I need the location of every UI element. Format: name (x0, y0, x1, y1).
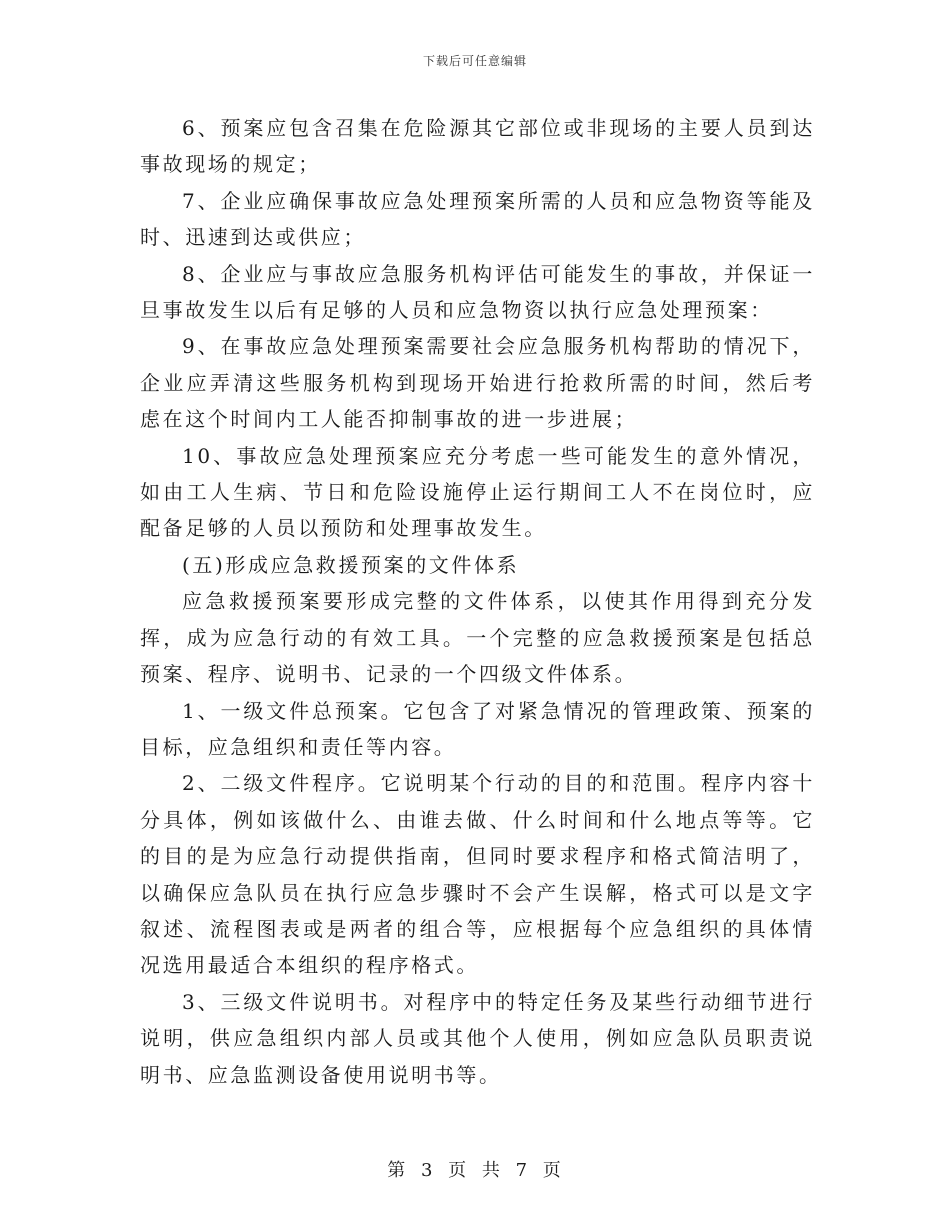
paragraph-level-3: 3、三级文件说明书。对程序中的特定任务及某些行动细节进行说明，供应急组织内部人员或其他个人使用，例如应急队员职责说明书、应急监测设备使用说明书等。 (140, 989, 815, 1087)
paragraph-item-10: 10、事故应急处理预案应充分考虑一些可能发生的意外情况，如由工人生病、节日和危险设施停止运行期间工人不在岗位时，应配备足够的人员以预防和处理事故发生。 (140, 443, 815, 541)
paragraph-level-2: 2、二级文件程序。它说明某个行动的目的和范围。程序内容十分具体，例如该做什么、由谁去做、什么时间和什么地点等等。它的目的是为应急行动提供指南，但同时要求程序和格式简洁明了，以确保应急队员在执行应急步骤时不会产生误解，格式可以是文字叙述、流程图表或是两者的组合等，应根据每个应急组织的具体情况选用最适合本组织的程序格式。 (140, 771, 815, 978)
section-heading: (五)形成应急救援预案的文件体系 (182, 552, 520, 577)
paragraph-item-7: 7、企业应确保事故应急处理预案所需的人员和应急物资等能及时、迅速到达或供应； (140, 188, 815, 250)
paragraph-level-1: 1、一级文件总预案。它包含了对紧急情况的管理政策、预案的目标，应急组织和责任等内容。 (140, 698, 815, 759)
page-header: 下载后可任意编辑 (422, 54, 527, 68)
paragraph-item-9: 9、在事故应急处理预案需要社会应急服务机构帮助的情况下，企业应弄清这些服务机构到现场开始进行抢救所需的时间，然后考虑在这个时间内工人能否抑制事故的进一步进展； (140, 334, 815, 432)
document-body (140, 110, 815, 1093)
paragraph-item-8: 8、企业应与事故应急服务机构评估可能发生的事故，并保证一旦事故发生以后有足够的人员和应急物资以执行应急处理预案： (140, 261, 815, 323)
paragraph-item-6: 6、预案应包含召集在危险源其它部位或非现场的主要人员到达事故现场的规定； (140, 116, 815, 177)
paragraph-intro: 应急救援预案要形成完整的文件体系，以使其作用得到充分发挥，成为应急行动的有效工具。一个完整的应急救援预案是包括总预案、程序、说明书、记录的一个四级文件体系。 (140, 589, 815, 687)
page-number-footer: 第 3 页 共 7 页 (387, 1160, 563, 1181)
